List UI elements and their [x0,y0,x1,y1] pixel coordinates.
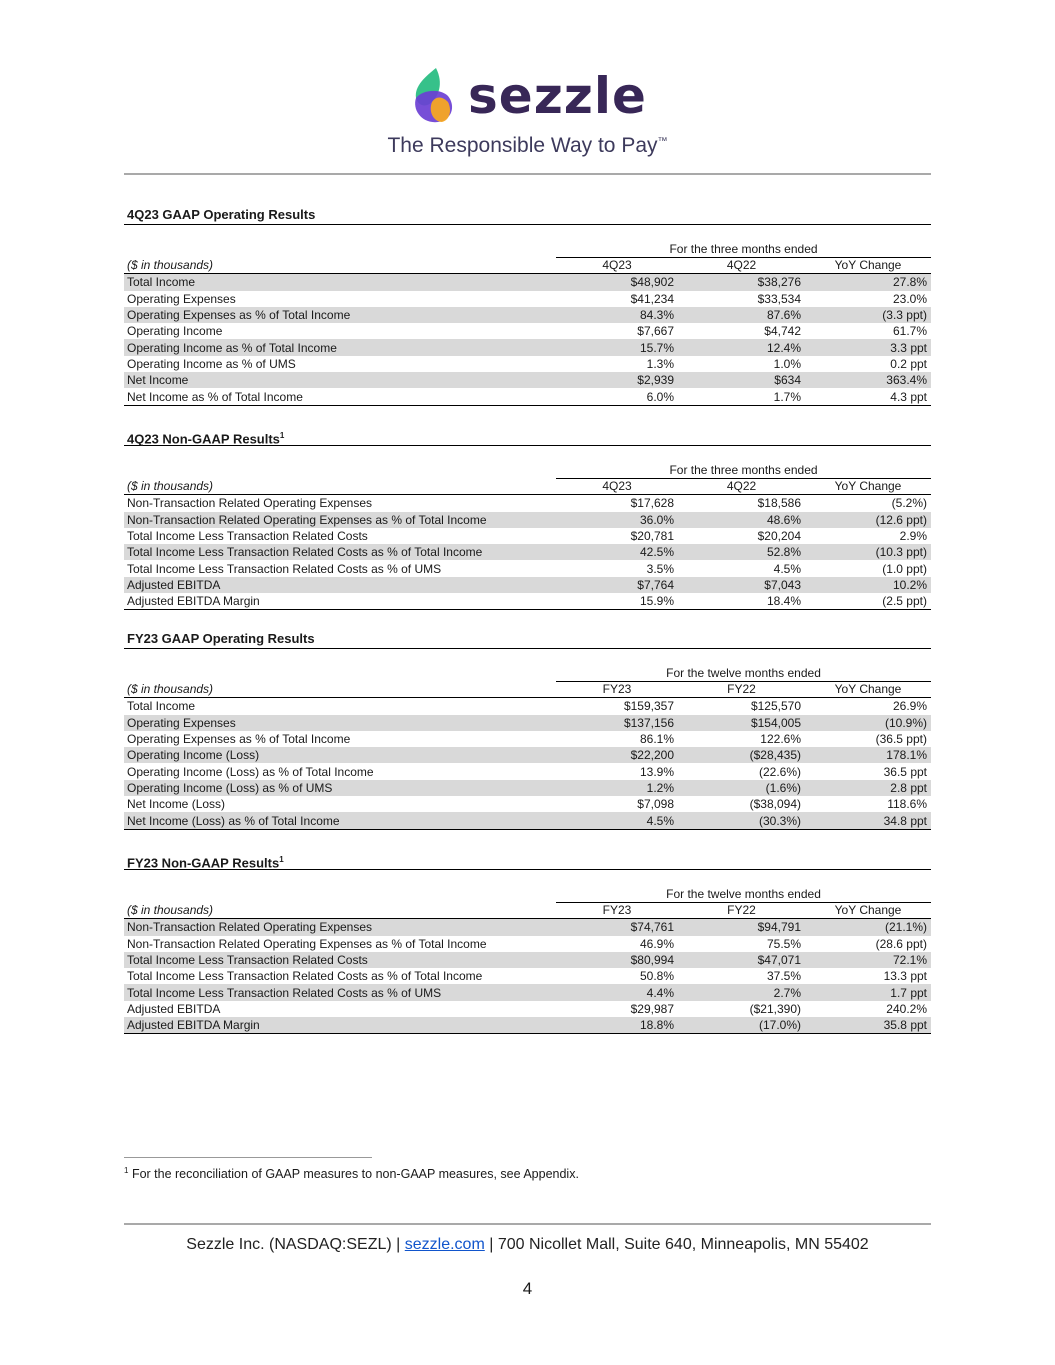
cell-value: $7,764 [556,577,678,593]
cell-value: 1.7 ppt [805,984,931,1000]
cell-value: (5.2%) [891,496,927,511]
cell-value: 13.9% [639,764,674,779]
column-header: FY22 [678,681,805,698]
cell-value: 86.1% [639,732,674,747]
row-label: Non-Transaction Related Operating Expenses [127,496,373,511]
period-label: For the twelve months ended [556,887,931,903]
cell-value: 4.3 ppt [805,388,931,405]
table-row [124,291,931,307]
cell-value: 52.8% [678,544,805,560]
table-row [124,952,931,968]
section-title [124,851,931,870]
cell-value: ($21,390) [749,1001,801,1016]
row-label: Total Income [124,274,556,291]
table-row [124,919,931,936]
table-row [124,812,931,829]
cell-value: 37.5% [766,969,801,984]
row-label: Total Income Less Transaction Related Costs as % of Total Income [127,969,483,984]
footer-address: | 700 Nicollet Mall, Suite 640, Minneapolis, MN 55402 [489,1236,869,1253]
cell-value: 4.5% [556,812,678,829]
table-row [124,763,931,779]
unit-label: ($ in thousands) [124,257,556,274]
cell-value: (17.0%) [678,1017,805,1034]
cell-value: 35.8 ppt [805,1017,931,1034]
row-label: Non-Transaction Related Operating Expenses as % of Total Income [127,936,487,951]
row-label: Operating Income as % of Total Income [124,339,556,355]
table-row [124,544,931,560]
cell-value: 72.1% [805,952,931,968]
table-row [124,698,931,715]
cell-value: 1.7% [678,388,805,405]
row-label: Net Income (Loss) as % of Total Income [124,812,556,829]
section-title-text: FY23 GAAP Operating Results [127,631,315,646]
brand-wordmark: sezzle [468,67,647,125]
table-row [124,984,931,1000]
cell-value: 15.7% [556,339,678,355]
column-header: FY22 [678,902,805,919]
cell-value: 2.8 ppt [805,780,931,796]
cell-value: (28.6 ppt) [875,936,927,951]
results-table [124,902,931,1034]
table-row [124,1001,931,1017]
row-label: Adjusted EBITDA [127,1001,221,1016]
table-row [124,747,931,763]
cell-value: 15.9% [556,593,678,610]
logo [0,60,1055,132]
column-header: YoY Change [805,478,931,495]
cell-value: $94,791 [678,919,805,936]
section-fy23-non-gaap [124,851,931,1034]
table-row [124,780,931,796]
cell-value: (1.0 ppt) [882,561,927,576]
cell-value: 4.4% [556,984,678,1000]
cell-value: $125,570 [750,699,801,714]
cell-value: ($28,435) [678,747,805,763]
unit-label: ($ in thousands) [124,902,556,919]
cell-value: $159,357 [623,699,674,714]
footer-company: Sezzle Inc. (NASDAQ:SEZL) | [186,1236,401,1253]
cell-value: 34.8 ppt [805,812,931,829]
row-label: Operating Income as % of UMS [127,356,296,371]
table-row [124,372,931,388]
cell-value: 3.5% [646,561,674,576]
cell-value: 42.5% [556,544,678,560]
cell-value: 75.5% [766,936,801,951]
brand-tagline [0,134,1055,158]
cell-value: 2.7% [678,984,805,1000]
trademark-symbol: ™ [657,136,668,147]
footnote [124,1166,579,1181]
column-header: 4Q23 [556,257,678,274]
sezzle-logo-icon [408,66,460,126]
cell-value: 18.8% [556,1017,678,1034]
results-table [124,257,931,406]
page-number: 4 [522,1279,533,1298]
row-label: Operating Income [127,324,223,339]
table-row [124,715,931,731]
column-header: YoY Change [805,902,931,919]
cell-value: (2.5 ppt) [805,593,931,610]
footnote-marker: 1 [279,431,285,440]
cell-value: 46.9% [639,936,674,951]
cell-value: 84.3% [556,307,678,323]
row-label: Operating Expenses as % of Total Income [124,307,556,323]
cell-value: (3.3 ppt) [805,307,931,323]
cell-value: (22.6%) [758,764,801,779]
cell-value: 13.3 ppt [883,969,927,984]
column-header: YoY Change [805,681,931,698]
cell-value: 50.8% [639,969,674,984]
row-label: Total Income Less Transaction Related Costs [124,952,556,968]
cell-value: $634 [678,372,805,388]
table-row [124,731,931,747]
cell-value: 36.0% [556,512,678,528]
cell-value: $48,902 [556,274,678,291]
table-header-row [124,478,931,495]
period-header [124,666,931,681]
section-title-text: 4Q23 Non-GAAP Results [127,431,280,447]
column-header: 4Q23 [556,478,678,495]
row-label: Net Income [124,372,556,388]
cell-value: (12.6 ppt) [805,512,931,528]
table-header-row [124,681,931,698]
table-row [124,512,931,528]
cell-value: $29,987 [630,1001,674,1016]
table-header-row [124,257,931,274]
cell-value: $18,586 [757,496,801,511]
cell-value: $17,628 [630,496,674,511]
row-label: Total Income Less Transaction Related Costs as % of UMS [124,984,556,1000]
cell-value: 1.2% [556,780,678,796]
row-label: Total Income Less Transaction Related Costs as % of Total Income [124,544,556,560]
column-header: FY23 [556,902,678,919]
table-row [124,274,931,291]
column-header: YoY Change [805,257,931,274]
row-label: Operating Income (Loss) as % of UMS [124,780,556,796]
cell-value: (21.1%) [805,919,931,936]
column-header: 4Q22 [678,478,805,495]
table-row [124,968,931,984]
table-row [124,356,931,372]
footnote-text: For the reconciliation of GAAP measures to non-GAAP measures, see Appendix. [131,1167,579,1182]
cell-value: $38,276 [678,274,805,291]
cell-value: 1.3% [646,356,674,371]
cell-value: $33,534 [757,291,801,306]
cell-value: (36.5 ppt) [875,732,927,747]
section-fy23-gaap [124,630,931,830]
table-row [124,796,931,812]
footnote-number: 1 [124,1166,129,1175]
cell-value: 118.6% [887,797,927,812]
page-footer [0,1236,1055,1254]
section-4q23-non-gaap [124,427,931,610]
table-row [124,593,931,610]
unit-label: ($ in thousands) [124,681,556,698]
cell-value: 26.9% [892,699,927,714]
period-label: For the twelve months ended [556,666,931,682]
cell-value: 122.6% [760,732,801,747]
row-label: Operating Income (Loss) as % of Total Income [127,764,374,779]
website-link[interactable]: sezzle.com [404,1236,485,1253]
cell-value: ($38,094) [749,797,801,812]
cell-value: 12.4% [678,339,805,355]
row-label: Non-Transaction Related Operating Expenses as % of Total Income [124,512,556,528]
cell-value: $137,156 [556,715,678,731]
section-title [124,206,931,225]
period-header [124,463,931,478]
row-label: Adjusted EBITDA Margin [124,593,556,610]
unit-label: ($ in thousands) [124,478,556,495]
cell-value: $7,043 [678,577,805,593]
table-row [124,323,931,339]
row-label: Operating Expenses [124,715,556,731]
footnote-marker: 1 [279,855,284,864]
row-label: Non-Transaction Related Operating Expenses [124,919,556,936]
cell-value: 61.7% [892,324,927,339]
cell-value: $47,071 [678,952,805,968]
cell-value: $7,667 [637,324,674,339]
cell-value: (30.3%) [678,812,805,829]
row-label: Net Income (Loss) [127,797,226,812]
table-row [124,388,931,405]
table-row [124,936,931,952]
cell-value: $2,939 [556,372,678,388]
section-title [124,630,931,649]
cell-value: 23.0% [892,291,927,306]
row-label: Adjusted EBITDA [124,577,556,593]
cell-value: 4.5% [773,561,801,576]
cell-value: 0.2 ppt [890,356,927,371]
cell-value: $20,204 [757,529,801,544]
header-divider [124,173,931,175]
cell-value: (1.6%) [678,780,805,796]
section-title-text: FY23 Non-GAAP Results [127,855,280,871]
cell-value: 48.6% [678,512,805,528]
table-header-row [124,902,931,919]
row-label: Total Income [127,699,196,714]
cell-value: 3.3 ppt [805,339,931,355]
table-row [124,577,931,593]
row-label: Operating Expenses [127,291,236,306]
cell-value: 36.5 ppt [883,764,927,779]
row-label: Operating Income (Loss) [124,747,556,763]
tagline-text: The Responsible Way to Pay [387,134,658,157]
section-title-text: 4Q23 GAAP Operating Results [127,207,316,222]
row-label: Total Income Less Transaction Related Costs [127,529,368,544]
cell-value: $22,200 [556,747,678,763]
results-table [124,478,931,610]
table-row [124,528,931,544]
section-4q23-gaap [124,206,931,406]
cell-value: 240.2% [886,1001,927,1016]
cell-value: 363.4% [805,372,931,388]
cell-value: (10.9%) [805,715,931,731]
cell-value: 27.8% [805,274,931,291]
results-table [124,681,931,830]
column-header: FY23 [556,681,678,698]
cell-value: (10.3 ppt) [805,544,931,560]
cell-value: $74,761 [556,919,678,936]
cell-value: $20,781 [630,529,674,544]
period-label: For the three months ended [556,463,931,479]
period-label: For the three months ended [556,242,931,258]
cell-value: 18.4% [678,593,805,610]
period-header [124,887,931,902]
table-row [124,307,931,323]
cell-value: 1.0% [773,356,801,371]
footnote-divider [124,1157,372,1158]
row-label: Adjusted EBITDA Margin [124,1017,556,1034]
section-title [124,427,931,446]
row-label: Total Income Less Transaction Related Costs as % of UMS [127,561,442,576]
footer-divider [124,1223,931,1225]
cell-value: $80,994 [556,952,678,968]
row-label: Operating Expenses as % of Total Income [127,732,351,747]
table-row [124,339,931,355]
cell-value: $4,742 [764,324,801,339]
cell-value: 6.0% [556,388,678,405]
column-header: 4Q22 [678,257,805,274]
row-label: Net Income as % of Total Income [124,388,556,405]
cell-value: 2.9% [899,529,927,544]
cell-value: 178.1% [805,747,931,763]
cell-value: 10.2% [805,577,931,593]
cell-value: $7,098 [637,797,674,812]
period-header [124,242,931,257]
cell-value: 87.6% [678,307,805,323]
cell-value: $41,234 [630,291,674,306]
page-header [0,60,1055,158]
table-row [124,560,931,576]
cell-value: $154,005 [678,715,805,731]
table-row [124,1017,931,1034]
table-row [124,495,931,512]
